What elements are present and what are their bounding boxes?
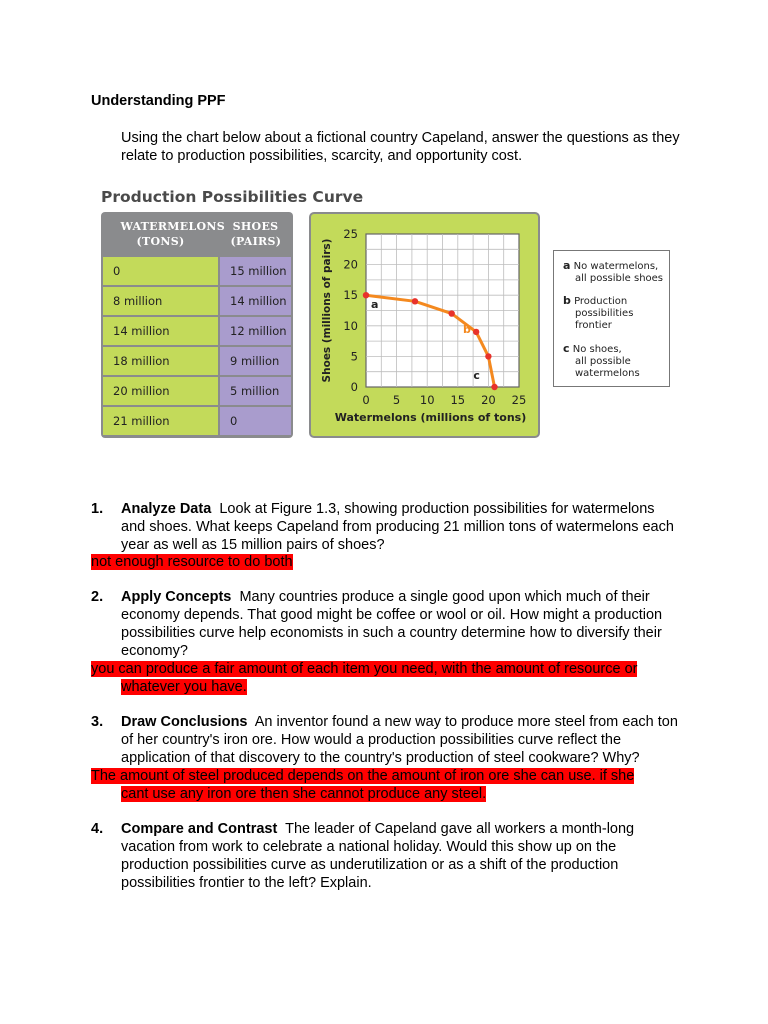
ppf-data-table	[101, 212, 293, 438]
question-text: The leader of Capeland gave all workers a month-long vacation from work to celebrate a national holiday. Would this show up on the production possibilities curve as underutilization or as a shift of the production possibilities frontier to the left? Explain.	[121, 821, 635, 891]
question-1	[91, 500, 681, 554]
question-number: 2.	[91, 589, 104, 605]
x-tick-label: 0	[362, 393, 370, 407]
question-text: An inventor found a new way to produce more steel from each ton of her country's iron ore. How would a production possibilities curve reflect the application of that discovery to the country's production of steel cookware? Why?	[121, 714, 678, 766]
y-axis-label: Shoes (millions of pairs)	[321, 238, 333, 383]
legend-key: a	[563, 259, 571, 272]
question-number: 4.	[91, 821, 104, 837]
y-tick-label: 25	[343, 227, 358, 241]
data-point	[412, 298, 418, 304]
chart-legend	[553, 250, 670, 387]
y-tick-label: 20	[343, 257, 358, 272]
legend-item-c	[563, 343, 667, 380]
table-cell: 20 million	[103, 377, 218, 405]
answer-text: whatever you have.	[121, 679, 247, 695]
legend-text: Production	[574, 296, 628, 307]
ppf-chart	[311, 214, 538, 436]
table-cell: 0	[220, 407, 291, 435]
table-cell: 21 million	[103, 407, 218, 435]
question-number: 1.	[91, 501, 104, 517]
x-tick-label: 15	[450, 393, 466, 407]
table-cell: 8 million	[103, 287, 218, 315]
header-shoes-text: SHOES (PAIRS)	[230, 220, 282, 248]
table-cell: 5 million	[220, 377, 291, 405]
legend-text: all possible	[575, 356, 631, 367]
point-label-a: a	[371, 298, 379, 312]
document-title: Understanding PPF	[91, 93, 226, 109]
data-point	[448, 310, 454, 316]
answer-text: you can produce a fair amount of each item you need, with the amount of resource or	[91, 661, 638, 677]
table-cell: 14 million	[220, 287, 291, 315]
header-watermelons-text: WATERMELONS (TONS)	[120, 220, 225, 248]
legend-text: watermelons	[575, 368, 640, 379]
x-tick-label: 5	[392, 393, 401, 407]
legend-item-a	[563, 260, 667, 285]
x-tick-label: 25	[511, 393, 527, 407]
question-text: Look at Figure 1.3, showing production possibilities for watermelons and shoes. What keeps Capeland from producing 21 million tons of watermelons each year as well as 15 million pairs of shoes?	[121, 501, 674, 553]
table-cell: 15 million	[220, 257, 291, 285]
legend-text: all possible shoes	[575, 273, 664, 284]
answer-text: not enough resource to do both	[91, 554, 293, 570]
question-lead: Draw Conclusions	[121, 714, 248, 730]
question-3	[91, 713, 681, 767]
figure-title: Production Possibilities Curve	[101, 188, 364, 206]
y-tick-label: 5	[350, 349, 358, 364]
question-lead: Compare and Contrast	[121, 821, 278, 837]
answer-text: The amount of steel produced depends on the amount of iron ore she can use. if she	[91, 768, 635, 784]
table-cell: 14 million	[103, 317, 218, 345]
table-header-watermelons	[103, 212, 225, 256]
point-label-c: c	[473, 369, 480, 382]
table-cell: 12 million	[220, 317, 291, 345]
legend-text: No shoes,	[572, 344, 622, 355]
data-point	[473, 329, 479, 335]
y-tick-label: 15	[343, 288, 358, 303]
data-point	[491, 384, 497, 390]
question-text: Many countries produce a single good upon which much of their economy depends. That good might be coffee or wool or oil. How might a production possibilities curve help economists in such a country determine how to diversify their economy?	[121, 589, 663, 659]
legend-item-b	[563, 295, 667, 332]
question-number: 3.	[91, 714, 104, 730]
y-tick-label: 0	[350, 380, 358, 394]
answer-3	[91, 767, 681, 803]
legend-text: possibilities	[575, 308, 634, 319]
legend-text: No watermelons,	[573, 261, 659, 272]
table-header-shoes	[220, 212, 291, 256]
legend-key: b	[563, 294, 571, 307]
legend-key: c	[563, 342, 570, 355]
answer-2	[91, 660, 681, 696]
point-label-b: b	[463, 322, 471, 336]
data-point	[363, 292, 369, 298]
table-cell: 0	[103, 257, 218, 285]
x-tick-label: 20	[481, 393, 496, 407]
table-cell: 18 million	[103, 347, 218, 375]
question-lead: Apply Concepts	[121, 589, 232, 605]
ppf-chart-panel	[309, 212, 540, 438]
question-4	[91, 820, 681, 892]
answer-text: cant use any iron ore then she cannot produce any steel.	[121, 786, 487, 802]
x-axis-label: Watermelons (millions of tons)	[334, 411, 527, 424]
question-lead: Analyze Data	[121, 501, 212, 517]
intro-paragraph: Using the chart below about a fictional country Capeland, answer the questions as they relate to production possibilities, scarcity, and opportunity cost.	[121, 130, 680, 164]
answer-1	[91, 553, 681, 571]
table-cell: 9 million	[220, 347, 291, 375]
data-point	[485, 353, 491, 359]
y-tick-label: 10	[343, 318, 358, 333]
question-2	[91, 588, 681, 660]
legend-text: frontier	[575, 320, 612, 331]
x-tick-label: 10	[419, 393, 435, 407]
